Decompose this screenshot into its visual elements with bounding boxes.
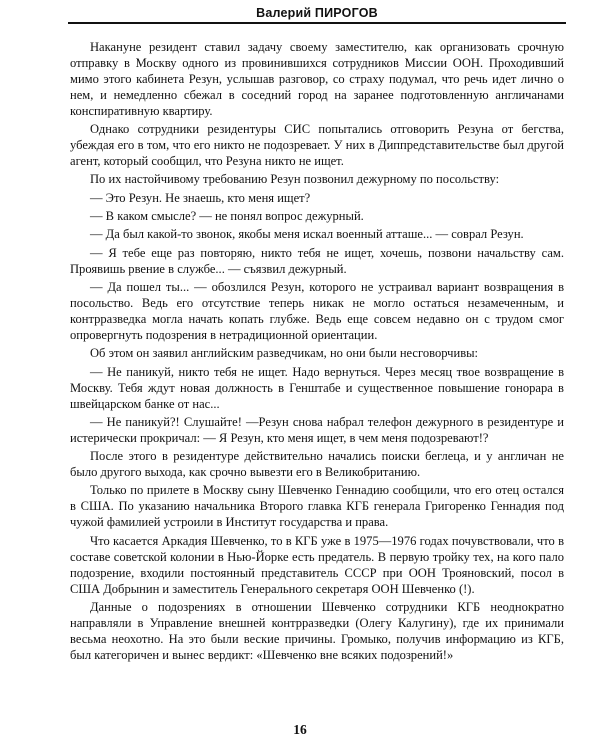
text-body (70, 40, 564, 666)
paragraph-14: Что касается Аркадия Шевченко, то в КГБ уже в 1975—1976 годах почувствовали, что в составе советской колонии в Нью-Йорке есть предатель. В первую тройку тех, на кого пало подозрение, входили постоянный представитель СССР при ООН Трояновский, посол в США Добрынин и заместитель Генерального секретаря ООН Шевченко (!). (70, 533, 564, 596)
paragraph-5: — В каком смысле? — не понял вопрос дежурный. (90, 209, 364, 224)
paragraph-3: По их настойчивому требованию Резун позвонил дежурному по посольству: (90, 172, 500, 187)
paragraph-15: Данные о подозрениях в отношении Шевченко сотрудники КГБ неоднократно направляли в Управление внешней контрразведки (Олегу Калугину), где их принимали весьма неохотно. На это были веские причины. Громыко, получив информацию из КГБ, был категоричен и вынес вердикт: «Шевченко вне всяких подозрений!» (70, 599, 564, 662)
paragraph-12: После этого в резидентуре действительно начались поиски беглеца, и у англичан не было другого выхода, как срочно вывезти его в Великобританию. (70, 449, 564, 480)
paragraph-13: Только по прилете в Москву сыну Шевченко Геннадию сообщили, что его отец остался в США. По указанию начальника Второго главка КГБ генерала Григоренко Геннадия под чужой фамилией устроили в Институт государства и права. (70, 483, 564, 530)
page-number: 16 (293, 722, 307, 737)
paragraph-6: — Да был какой-то звонок, якобы меня искал военный атташе... — соврал Резун. (90, 227, 524, 242)
paragraph-10: — Не паникуй, никто тебя не ищет. Надо вернуться. Через месяц твое возвращение в Москву. Тебя ждут новая должность в Генштабе и существенное повышение гонорара в швейцарском банке от нас... (70, 364, 564, 411)
running-header: Валерий ПИРОГОВ (68, 6, 566, 24)
paragraph-1: Накануне резидент ставил задачу своему заместителю, как организовать срочную отправку в Москву одного из провинившихся сотрудников Миссии ООН. Проходивший мимо этого кабинета Резун, услышав разговор, со страху подумал, что речь идет лично о нем, и немедленно сбежал в соседний город на заранее подготовленную англичанами конспиративную квартиру. (70, 40, 564, 118)
paragraph-8: — Да пошел ты... — обозлился Резун, которого не устраивал вариант возвращения в посольство. Ведь его отсутствие теперь никак не могло остаться незамеченным, и контрразведка могла начать копать глубже. Ведь еще совсем недавно он с трудом смог опровергнуть подозрения в нетрадиционной ориентации. (70, 280, 564, 342)
paragraph-2: Однако сотрудники резидентуры СИС попытались отговорить Резуна от бегства, убеждая его в том, что его никто не подозревает. У них в Диппредставительстве был другой агент, который сообщил, что Резуна никто не ищет. (70, 122, 564, 169)
paragraph-7: — Я тебе еще раз повторяю, никто тебя не ищет, хочешь, позвони начальству сам. Проявишь рвение в службе... — съязвил дежурный. (70, 245, 564, 276)
paragraph-4: — Это Резун. Не знаешь, кто меня ищет? (90, 190, 311, 205)
paragraph-11: — Не паникуй?! Слушайте! —Резун снова набрал телефон дежурного в резидентуре и истерически прокричал: — Я Резун, кто меня ищет, в чем меня подозревают!? (70, 414, 564, 445)
paragraph-9: Об этом он заявил английским разведчикам, но они были несговорчивы: (90, 346, 479, 361)
